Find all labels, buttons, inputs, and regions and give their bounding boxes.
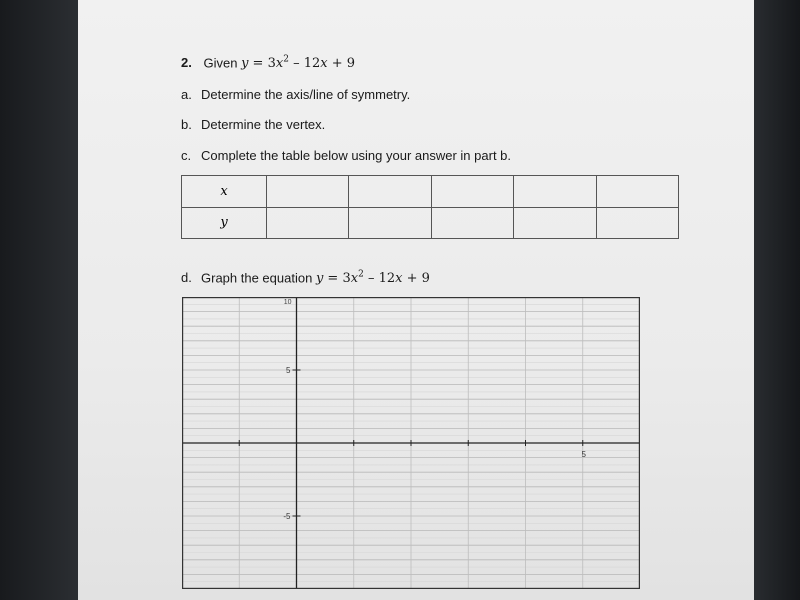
table-cell[interactable] [596,176,678,208]
y-tick-label-5: 5 [286,366,291,375]
table-cell[interactable] [349,207,431,239]
table-cell[interactable] [267,176,349,208]
problem-equation: $y = 3x^2 - 12x + 9$ [241,55,356,72]
table-header-y: y [182,207,267,239]
given-label: Given [203,55,238,71]
x-tick-label-5: 5 [581,450,586,459]
part-d: d. Graph the equation $y = 3x^2 - 12x + 9$ [181,270,430,287]
part-a: a. Determine the axis/line of symmetry. [181,87,411,102]
table-cell[interactable] [514,207,596,239]
problem-number: 2. [181,55,192,71]
problem-statement [181,55,355,71]
xy-value-table [181,175,679,239]
part-c: c. Complete the table below using your answer in part b. [181,148,512,163]
table-cell[interactable] [349,176,431,208]
table-row-y [182,207,679,239]
monitor-bezel-left [0,0,78,600]
table-cell[interactable] [431,176,513,208]
table-cell[interactable] [514,176,596,208]
monitor-bezel-right [752,0,800,600]
y-tick-label-10: 10 [283,299,292,306]
table-cell[interactable] [596,207,678,239]
coordinate-grid[interactable] [182,297,640,589]
table-header-x: x [182,176,267,208]
y-tick-label-neg5: -5 [283,512,291,521]
table-row-x [182,176,679,208]
table-cell[interactable] [267,207,349,239]
part-b: b. Determine the vertex. [181,117,326,132]
part-d-equation: $y = 3x^2 - 12x + 9$ [315,270,430,287]
table-cell[interactable] [431,207,513,239]
